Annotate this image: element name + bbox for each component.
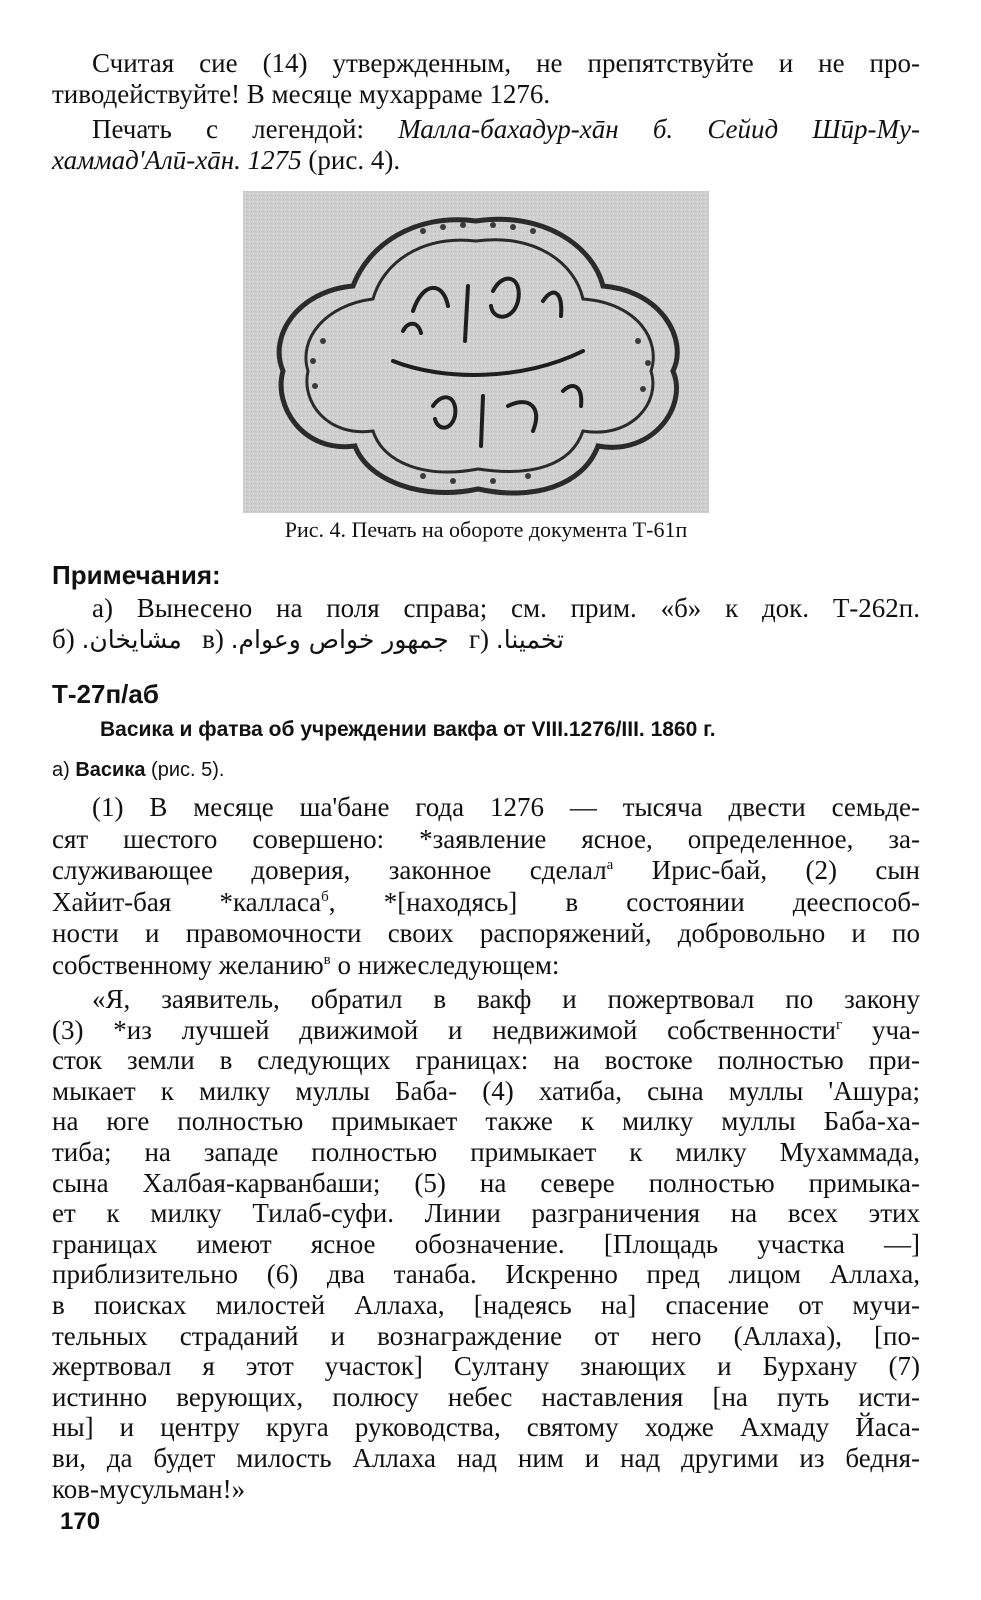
notes-arabic-line [52, 624, 920, 655]
text-line: тиводействуйте! В месяце мухарраме 1276. [52, 79, 551, 109]
text-fragment: уча- [871, 1014, 920, 1045]
text-line [52, 887, 920, 919]
notes-heading: Примечания: [52, 560, 221, 590]
body-paragraph-1 [52, 792, 920, 981]
note-c-label: в) [202, 624, 224, 654]
footnote-mark: в [323, 951, 331, 968]
text-fragment: о нижеследующем: [337, 949, 560, 980]
text-line [52, 950, 920, 982]
text-line: жертвовал я этот участок] Султану знающих и Бурхану (7) [52, 1351, 920, 1382]
legend-text: Малла-бахадур-хāн б. Сейид Шӣр-Му- [398, 114, 921, 144]
footnote-mark: г [836, 1016, 843, 1033]
text-line: сят шестого совершено: *заявление ясное, определенное, за- [52, 823, 920, 854]
text-line: (1) В месяце ша'бане года 1276 — тысяча двести семьде- [92, 792, 920, 822]
footnote-mark: а [606, 857, 614, 873]
body-paragraph-2 [52, 984, 920, 1504]
footnote-mark: б [321, 888, 329, 905]
text-line: тельных страданий и вознаграждение от него (Аллаха), [по- [52, 1320, 920, 1351]
text-line: тиба; на западе полностью примыкает к милку Мухаммада, [52, 1136, 920, 1167]
document-title: Васика и фатва об учреждении вакфа от VIII.1276/III. 1860 г. [100, 718, 716, 741]
opening-paragraph [52, 48, 920, 110]
seal-photograph [243, 191, 709, 513]
figure-reference: (рис. 4). [308, 145, 401, 175]
text-line: «Я, заявитель, обратил в вакф и пожертвовал по закону [92, 984, 920, 1014]
text-line: ности и правомочности своих распоряжений, добровольно и по [52, 918, 920, 948]
notes-block [52, 593, 920, 655]
text-line: ков-мусульман!» [52, 1473, 246, 1504]
text-fragment: Хайит-бая *калласа [52, 886, 322, 917]
text-fragment: , *[находясь] в состоянии дееспособ- [328, 886, 920, 917]
text-line: на юге полностью примыкает также к милку муллы Баба-ха- [52, 1106, 920, 1137]
subheading-prefix: а) [52, 759, 70, 781]
figure-caption: Рис. 4. Печать на обороте документа Т-61п [284, 517, 688, 542]
text-fragment: (3) *из лучшей движимой и недвижимой собственности [52, 1014, 837, 1045]
subheading-bold: Васика [75, 759, 146, 781]
text-fragment: собственному желанию [52, 949, 324, 980]
seal-image [243, 191, 709, 513]
page-number: 170 [60, 1508, 101, 1535]
text-line: ны] и центру круга руководства, святому ходже Ахмаду Йаса- [52, 1412, 920, 1443]
text-line [52, 114, 920, 145]
text-line: истинно верующих, полюсу небес наставления [на путь исти- [52, 1381, 920, 1412]
note-b-arabic: مشايخان. [81, 625, 182, 654]
text-line [52, 145, 920, 176]
document-code: Т-27п/аб [52, 679, 159, 709]
text-line: ет к милку Тилаб-суфи. Линии разграничения на всех этих [52, 1198, 920, 1229]
text-line: сына Халбая-карванбаши; (5) на севере полностью примыка- [52, 1167, 920, 1198]
text-line [52, 855, 920, 887]
subheading-tail: (рис. 5). [151, 759, 225, 781]
text-line: Считая сие (14) утвержденным, не препятствуйте и не про- [92, 48, 920, 78]
note-b-label: б) [52, 624, 75, 654]
text-line: границах имеют ясное обозначение. [Площадь участка —] [52, 1228, 920, 1259]
text-fragment: Ирис-бай, (2) сын [651, 855, 920, 885]
legend-text: хаммад'Алӣ-хāн. 1275 [52, 145, 302, 175]
text-fragment: служивающее доверия, законное сделал [52, 855, 607, 885]
seal-legend-paragraph [52, 114, 920, 176]
note-d-label: г) [468, 624, 490, 654]
text-line: сток земли в следующих границах: на востоке полностью при- [52, 1045, 920, 1076]
text-line: в поисках милостей Аллаха, [надеясь на] спасение от мучи- [52, 1289, 920, 1320]
text-line: приблизительно (6) два танаба. Искренно пред лицом Аллаха, [52, 1259, 920, 1290]
text-line: ви, да будет милость Аллаха над ним и над другими из бедня- [52, 1442, 920, 1473]
note-a: а) Вынесено на поля справа; см. прим. «б» к док. Т-262п. [92, 593, 920, 623]
legend-label: Печать с легендой: [92, 114, 364, 144]
text-line [52, 1015, 920, 1046]
text-line: мыкает к милку муллы Баба- (4) хатиба, сына муллы 'Ашура; [52, 1075, 920, 1106]
note-d-arabic: تخمينا. [495, 625, 564, 654]
document-subheading [52, 757, 224, 783]
note-c-arabic: جمهور خواص وعوام. [230, 625, 449, 654]
